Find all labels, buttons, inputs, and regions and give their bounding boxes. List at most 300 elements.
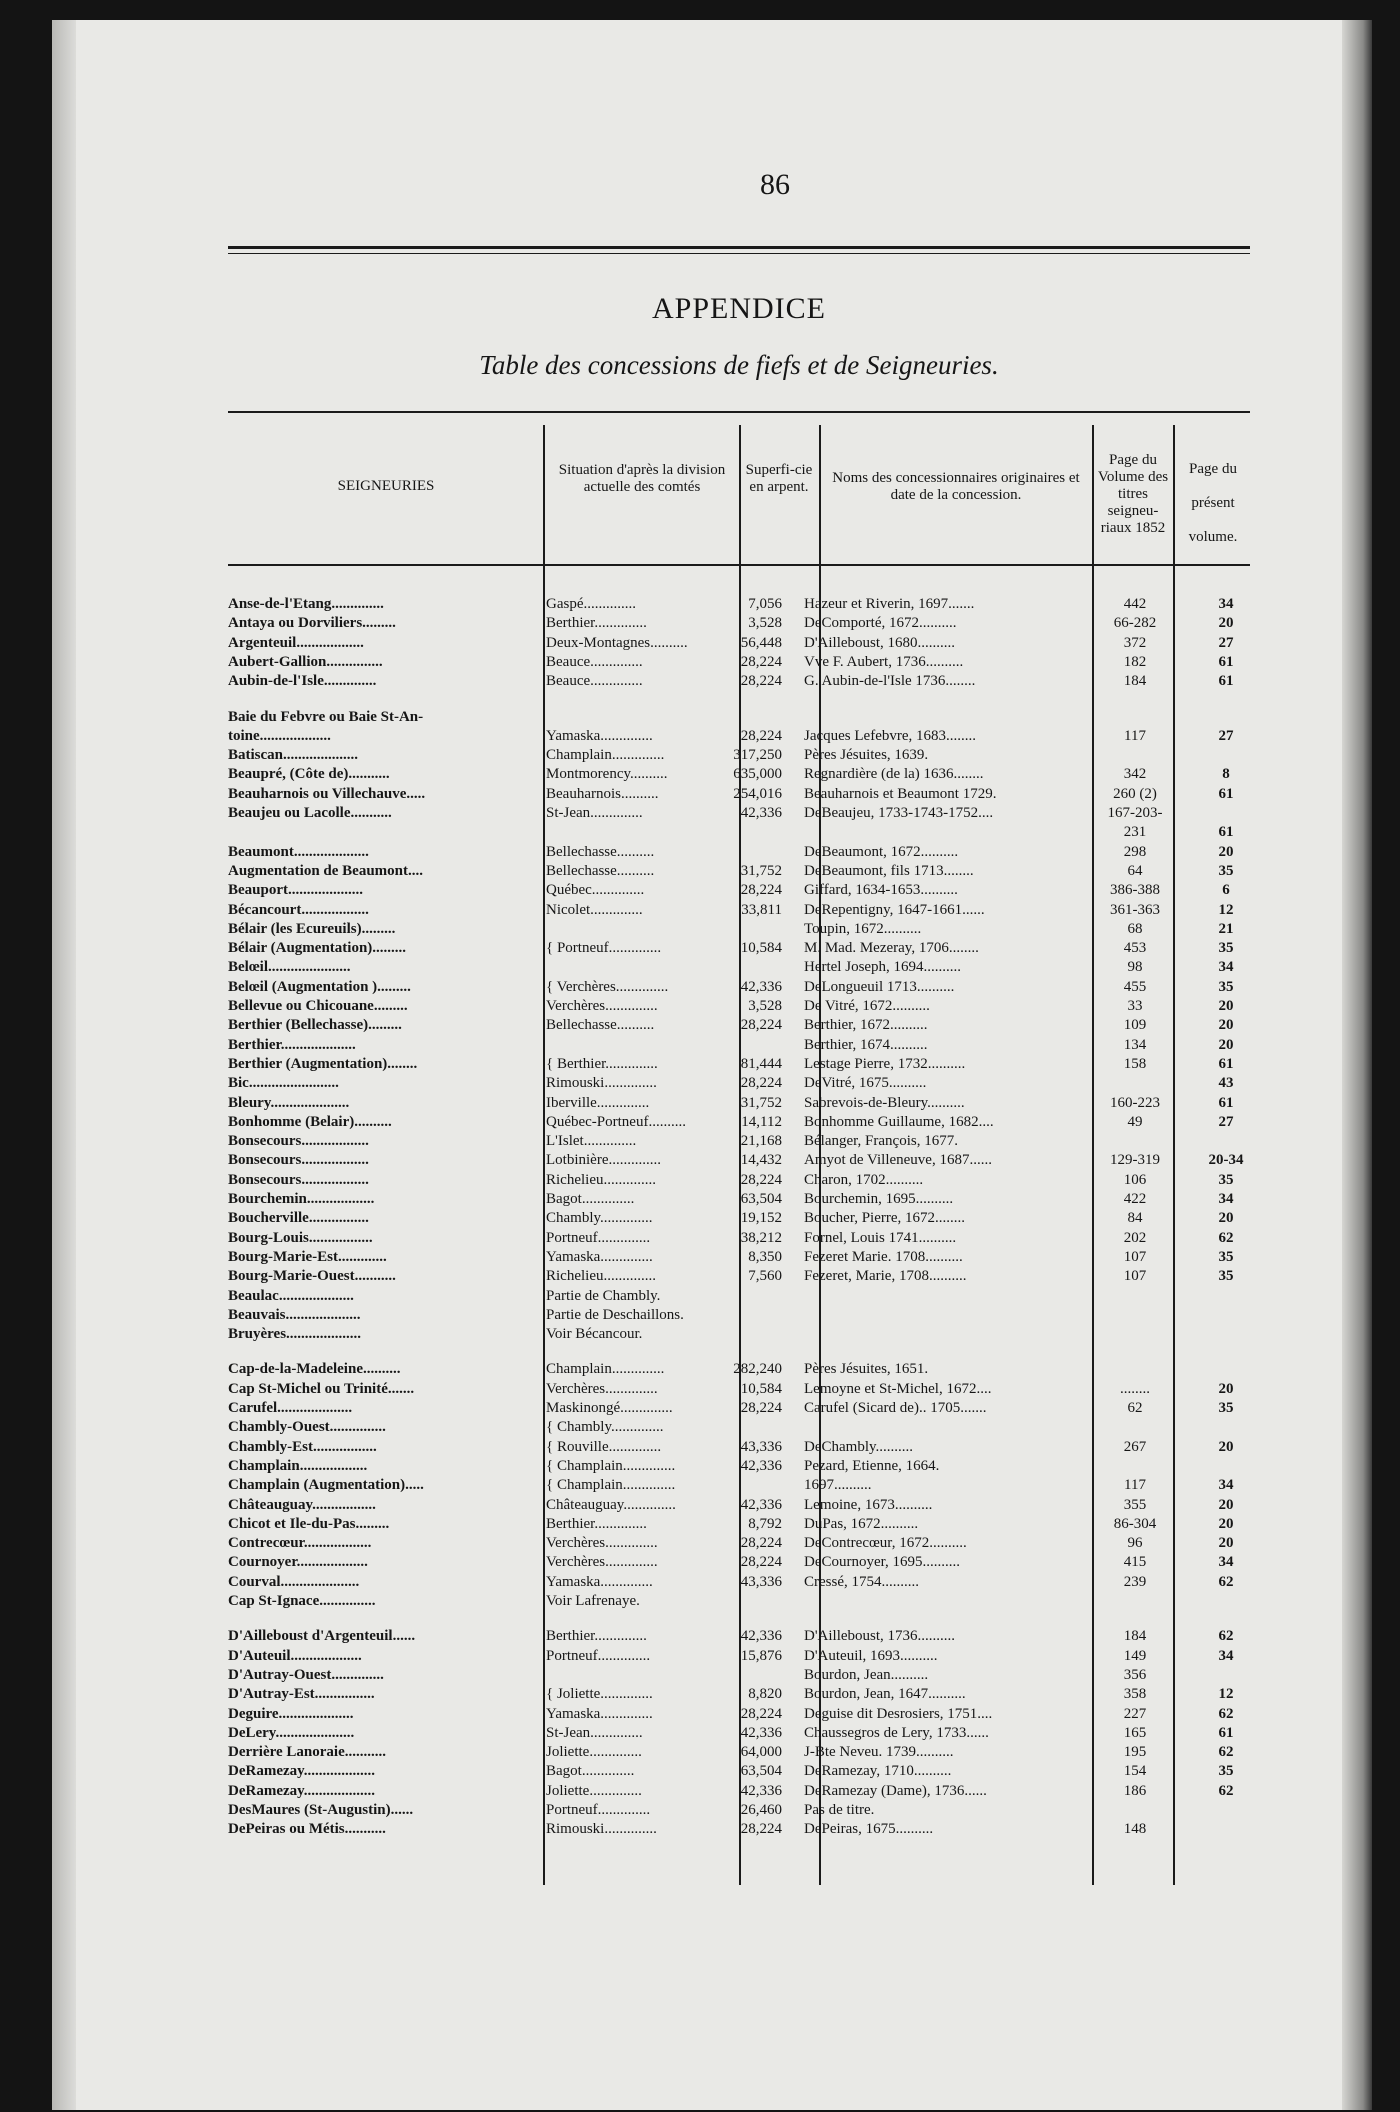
present-page-cell: 20	[1218, 1380, 1234, 1397]
volume-page-cell: 68	[1127, 920, 1143, 937]
table-row	[228, 784, 1250, 804]
present-page-cell: 20	[1218, 1210, 1234, 1227]
volume-page-cell: 117	[1124, 727, 1146, 744]
concessionnaire-cell: D'Auteuil, 1693..........	[804, 1647, 938, 1664]
table-row	[228, 1359, 1250, 1379]
seigneurie-cell: Cap St-Michel ou Trinité.......	[228, 1380, 415, 1397]
volume-page-cell: 106	[1123, 1171, 1147, 1188]
table-subtitle: Table des concessions de fiefs et de Seigneuries.	[479, 350, 999, 380]
situation-cell: Nicolet..............	[546, 901, 643, 918]
present-page-cell: 43	[1218, 1075, 1234, 1092]
concessionnaire-cell: DePeiras, 1675..........	[804, 1821, 934, 1838]
volume-page-cell: 129-319	[1110, 1152, 1160, 1169]
situation-cell: St-Jean..............	[546, 805, 643, 821]
seigneurie-cell: Bourg-Marie-Est.............	[228, 1248, 387, 1265]
table-row	[228, 1305, 1250, 1325]
seigneurie-cell: DesMaures (St-Augustin)......	[228, 1802, 414, 1818]
volume-page-cell: 84	[1127, 1210, 1143, 1227]
superficie-cell: 56,448	[740, 634, 782, 651]
table-row	[228, 613, 1250, 633]
volume-page-cell: 239	[1123, 1573, 1147, 1590]
present-page-cell: 62	[1218, 1705, 1234, 1722]
table-row	[228, 900, 1250, 920]
table-row	[228, 1572, 1250, 1592]
volume-page-cell: 49	[1127, 1113, 1143, 1130]
volume-page-cell: 386-388	[1110, 882, 1160, 899]
concessionnaire-cell: Amyot de Villeneuve, 1687......	[804, 1152, 992, 1169]
present-page-cell: 34	[1218, 596, 1234, 612]
situation-cell: { Joliette..............	[546, 1686, 653, 1703]
superficie-cell: 31,752	[740, 862, 782, 879]
volume-page-cell: 186	[1123, 1782, 1147, 1799]
superficie-cell: 42,336	[740, 805, 782, 821]
situation-cell: Verchères..............	[546, 1535, 658, 1552]
present-page-cell: 35	[1218, 978, 1234, 995]
concessionnaire-cell: Regnardière (de la) 1636........	[804, 766, 984, 783]
table-row	[228, 1266, 1250, 1286]
present-page-cell: 61	[1218, 653, 1234, 670]
situation-cell: Deux-Montagnes..........	[546, 634, 688, 651]
table-row	[228, 1552, 1250, 1572]
concessionnaire-cell: Bélanger, François, 1677.	[804, 1133, 958, 1150]
situation-cell: Bagot..............	[546, 1763, 635, 1780]
table-row	[228, 996, 1250, 1016]
seigneurie-cell: Bourchemin..................	[228, 1191, 375, 1207]
table-row	[228, 1324, 1250, 1344]
concessionnaire-cell: Lemoine, 1673..........	[804, 1496, 933, 1513]
volume-page-cell: 453	[1123, 940, 1147, 957]
present-page-cell: 35	[1218, 1400, 1234, 1416]
situation-cell: Voir Lafrenaye.	[546, 1593, 640, 1609]
concessionnaire-cell: Fezeret, Marie, 1708..........	[804, 1268, 967, 1285]
superficie-cell: 10,584	[740, 940, 782, 957]
volume-page-cell: 358	[1123, 1686, 1147, 1703]
situation-cell: Yamaska..............	[546, 1248, 653, 1265]
concessionnaire-cell: De Vitré, 1672..........	[804, 998, 930, 1014]
page-gutter	[52, 20, 76, 2110]
present-page-cell: 34	[1218, 1191, 1234, 1207]
present-page-cell: 12	[1218, 1686, 1234, 1703]
table-row	[228, 977, 1250, 997]
seigneurie-cell: Beauvais....................	[228, 1306, 361, 1323]
table-row	[228, 861, 1250, 881]
table-row	[228, 1228, 1250, 1248]
superficie-cell: 3,528	[748, 615, 782, 632]
concessionnaire-cell: Pezard, Etienne, 1664.	[804, 1457, 940, 1474]
seigneurie-cell: Bélair (les Ecureuils).........	[228, 920, 396, 937]
seigneurie-cell: D'Ailleboust d'Argenteuil......	[228, 1628, 416, 1645]
concessionnaire-cell: Fornel, Louis 1741..........	[804, 1229, 957, 1246]
present-page-cell: 62	[1218, 1744, 1234, 1761]
table-row	[228, 764, 1250, 784]
volume-page-cell: 64	[1127, 862, 1143, 879]
seigneurie-cell: Berthier (Bellechasse).........	[228, 1017, 402, 1034]
present-page-cell: 20	[1218, 1036, 1234, 1053]
table-row	[228, 822, 1250, 842]
situation-cell: Berthier..............	[546, 1515, 647, 1532]
situation-cell: Châteauguay..............	[546, 1496, 676, 1513]
superficie-cell: 63,504	[740, 1191, 782, 1207]
seigneurie-cell: Aubert-Gallion...............	[228, 653, 383, 670]
header-volume: Page du Volume des titres seigneu-riaux 1852	[1097, 452, 1169, 536]
present-page-cell: 61	[1218, 1055, 1234, 1072]
seigneurie-cell: Chambly-Est.................	[228, 1438, 377, 1455]
seigneurie-cell: Chambly-Ouest...............	[228, 1419, 386, 1436]
concessionnaire-cell: M. Mad. Mezeray, 1706........	[804, 940, 979, 957]
volume-page-cell: 372	[1123, 634, 1147, 651]
concessionnaire-cell: DeLongueuil 1713..........	[804, 978, 955, 995]
table-row	[228, 1054, 1250, 1074]
seigneurie-cell: Belœil (Augmentation ).........	[228, 978, 411, 995]
situation-cell: Berthier..............	[546, 1628, 647, 1645]
concessionnaire-cell: DeRepentigny, 1647-1661......	[804, 901, 985, 918]
seigneurie-cell: Courval.....................	[228, 1573, 360, 1590]
table-row	[228, 1819, 1250, 1839]
seigneurie-cell: Augmentation de Beaumont....	[228, 862, 424, 879]
situation-cell: Beauce..............	[546, 673, 643, 690]
situation-cell: Québec..............	[546, 882, 645, 899]
volume-page-cell: 231	[1123, 824, 1147, 841]
present-page-cell: 27	[1218, 634, 1234, 651]
present-page-cell: 35	[1218, 1248, 1234, 1265]
superficie-cell: 28,224	[740, 727, 782, 744]
seigneurie-cell: toine...................	[228, 727, 331, 744]
seigneurie-cell: DeLery.....................	[228, 1724, 355, 1741]
seigneurie-cell: Beaujeu ou Lacolle...........	[228, 805, 392, 821]
seigneurie-cell: D'Autray-Ouest..............	[228, 1666, 384, 1683]
seigneurie-cell: Argenteuil..................	[228, 634, 364, 651]
concessionnaire-cell: Berthier, 1674..........	[804, 1036, 928, 1053]
situation-cell: Rimouski..............	[546, 1821, 657, 1838]
seigneurie-cell: Champlain (Augmentation).....	[228, 1477, 424, 1494]
superficie-cell: 42,336	[740, 1628, 782, 1645]
seigneurie-cell: Bonsecours..................	[228, 1152, 369, 1169]
concessionnaire-cell: Lestage Pierre, 1732..........	[804, 1055, 966, 1072]
volume-page-cell: 148	[1123, 1821, 1147, 1838]
seigneurie-cell: DeRamezay...................	[228, 1782, 376, 1799]
present-page-cell: 62	[1218, 1782, 1234, 1799]
seigneurie-cell: Antaya ou Dorviliers.........	[228, 615, 396, 632]
concessionnaire-cell: Boucher, Pierre, 1672........	[804, 1210, 966, 1227]
seigneurie-cell: Beaulac....................	[228, 1287, 354, 1304]
superficie-cell: 28,224	[740, 882, 782, 899]
concessionnaire-cell: Cressé, 1754..........	[804, 1573, 919, 1590]
volume-page-cell: 158	[1123, 1055, 1147, 1072]
concessionnaire-cell: 1697..........	[804, 1477, 872, 1494]
situation-cell: Maskinongé..............	[546, 1400, 673, 1416]
concessionnaire-cell: Berthier, 1672..........	[804, 1017, 928, 1034]
superficie-cell: 28,224	[740, 1017, 782, 1034]
superficie-cell: 21,168	[740, 1133, 782, 1150]
seigneurie-cell: Bonhomme (Belair)..........	[228, 1113, 392, 1130]
seigneurie-cell: Bonsecours..................	[228, 1171, 369, 1188]
volume-page-cell: 415	[1123, 1554, 1147, 1571]
situation-cell: Rimouski..............	[546, 1075, 657, 1092]
present-page-cell: 34	[1218, 959, 1234, 976]
volume-page-cell: 422	[1123, 1191, 1147, 1207]
table-row	[228, 1073, 1250, 1093]
situation-cell: { Champlain..............	[546, 1457, 676, 1474]
situation-cell: Bellechasse..........	[546, 843, 655, 860]
present-page-cell: 20	[1218, 1438, 1234, 1455]
volume-page-cell: 117	[1124, 1477, 1146, 1494]
present-page-cell: 35	[1218, 1171, 1234, 1188]
seigneurie-cell: D'Autray-Est................	[228, 1686, 375, 1703]
superficie-cell: 28,224	[740, 1075, 782, 1092]
table-row	[228, 919, 1250, 939]
situation-cell: St-Jean..............	[546, 1724, 643, 1741]
seigneurie-cell: Beauport....................	[228, 882, 363, 899]
superficie-cell: 28,224	[740, 1705, 782, 1722]
seigneurie-cell: Beauharnois ou Villechauve.....	[228, 785, 426, 802]
seigneurie-cell: Bleury.....................	[228, 1094, 350, 1111]
concessionnaire-cell: D'Ailleboust, 1680..........	[804, 634, 956, 651]
seigneurie-cell: Bélair (Augmentation).........	[228, 940, 407, 957]
superficie-cell: 7,560	[748, 1268, 782, 1285]
concessionnaire-cell: DeRamezay (Dame), 1736......	[804, 1782, 987, 1799]
concessionnaire-cell: DuPas, 1672..........	[804, 1515, 919, 1532]
table-row	[228, 1150, 1250, 1170]
situation-cell: Québec-Portneuf..........	[546, 1113, 686, 1130]
concessionnaire-cell: Toupin, 1672..........	[804, 920, 922, 937]
superficie-cell: 31,752	[740, 1094, 782, 1111]
situation-cell: Bellechasse..........	[546, 1017, 655, 1034]
superficie-cell: 43,336	[740, 1573, 782, 1590]
superficie-cell: 282,240	[733, 1361, 782, 1378]
concessionnaire-cell: Charon, 1702..........	[804, 1171, 924, 1188]
table-row	[228, 803, 1250, 823]
volume-page-cell: 167-203-	[1107, 805, 1163, 821]
volume-page-cell: 149	[1123, 1647, 1147, 1664]
seigneurie-cell: Bécancourt..................	[228, 901, 369, 918]
concessionnaire-cell: Carufel (Sicard de).. 1705.......	[804, 1400, 987, 1416]
volume-page-cell: 160-223	[1110, 1094, 1160, 1111]
seigneurie-cell: Boucherville................	[228, 1210, 369, 1227]
superficie-cell: 28,224	[740, 653, 782, 670]
situation-cell: Partie de Deschaillons.	[546, 1306, 684, 1323]
concessionnaire-cell: DeBeaumont, fils 1713........	[804, 862, 974, 879]
situation-cell: Portneuf..............	[546, 1802, 651, 1818]
superficie-cell: 14,112	[741, 1113, 782, 1130]
present-page-cell: 34	[1218, 1477, 1234, 1494]
present-page-cell: 20	[1218, 615, 1234, 632]
superficie-cell: 42,336	[740, 1782, 782, 1799]
present-page-cell: 6	[1222, 882, 1230, 899]
superficie-cell: 28,224	[740, 1554, 782, 1571]
situation-cell: Richelieu..............	[546, 1268, 656, 1285]
volume-page-cell: 195	[1123, 1744, 1147, 1761]
concessionnaire-cell: DeContrecœur, 1672..........	[804, 1535, 967, 1552]
seigneurie-cell: Champlain..................	[228, 1457, 368, 1474]
superficie-cell: 42,336	[740, 1457, 782, 1474]
seigneurie-cell: Deguire....................	[228, 1705, 354, 1722]
seigneurie-cell: Bourg-Louis.................	[228, 1229, 373, 1246]
volume-page-cell: 154	[1123, 1763, 1147, 1780]
header-present: Page du présent volume.	[1188, 461, 1238, 545]
table-row	[228, 1591, 1250, 1611]
concessionnaire-cell: DeBeaumont, 1672..........	[804, 843, 959, 860]
table-row	[228, 842, 1250, 862]
concessionnaire-cell: DeBeaujeu, 1733-1743-1752....	[804, 805, 994, 821]
present-page-cell: 27	[1218, 1113, 1234, 1130]
present-page-cell: 34	[1218, 1554, 1234, 1571]
table-row	[228, 1189, 1250, 1209]
present-page-cell: 61	[1218, 673, 1234, 690]
volume-page-cell: 184	[1123, 673, 1147, 690]
superficie-cell: 8,820	[748, 1686, 782, 1703]
table-row	[228, 1475, 1250, 1495]
concessionnaire-cell: Vve F. Aubert, 1736..........	[804, 653, 964, 670]
table-row	[228, 633, 1250, 653]
header-situation: Situation d'après la division actuelle des comtés	[558, 462, 726, 495]
situation-cell: Bagot..............	[546, 1191, 635, 1207]
table-row	[228, 1742, 1250, 1762]
concessionnaire-cell: G. Aubin-de-l'Isle 1736........	[804, 673, 976, 690]
superficie-cell: 635,000	[733, 766, 782, 783]
present-page-cell: 20	[1218, 1535, 1234, 1552]
situation-cell: Joliette..............	[546, 1782, 642, 1799]
concessionnaire-cell: DeRamezay, 1710..........	[804, 1763, 952, 1780]
concessionnaire-cell: DeChambly..........	[804, 1438, 914, 1455]
table-row	[228, 594, 1250, 614]
situation-cell: Lotbinière..............	[546, 1152, 661, 1169]
situation-cell: { Chambly..............	[546, 1419, 664, 1436]
superficie-cell: 64,000	[740, 1744, 782, 1761]
superficie-cell: 7,056	[748, 596, 782, 612]
table-row	[228, 1665, 1250, 1685]
present-page-cell: 62	[1218, 1573, 1234, 1590]
superficie-cell: 81,444	[740, 1055, 782, 1072]
volume-page-cell: 267	[1123, 1438, 1147, 1455]
page-title: APPENDICE	[651, 292, 826, 325]
present-page-cell: 61	[1218, 824, 1234, 841]
situation-cell: Richelieu..............	[546, 1171, 656, 1188]
situation-cell: Yamaska..............	[546, 1573, 653, 1590]
concessionnaire-cell: DeCournoyer, 1695..........	[804, 1554, 961, 1571]
present-page-cell: 20	[1218, 843, 1234, 860]
table-row	[228, 726, 1250, 746]
superficie-cell: 14,432	[740, 1152, 782, 1169]
top-rule	[228, 246, 1250, 249]
present-page-cell: 8	[1222, 766, 1230, 783]
superficie-cell: 28,224	[740, 1171, 782, 1188]
volume-page-cell: 361-363	[1110, 901, 1160, 918]
seigneurie-cell: DePeiras ou Métis...........	[228, 1821, 386, 1838]
concessionnaire-cell: Bourchemin, 1695..........	[804, 1191, 954, 1207]
situation-cell: Portneuf..............	[546, 1647, 651, 1664]
superficie-cell: 8,792	[748, 1515, 782, 1532]
table-row	[228, 1495, 1250, 1515]
volume-page-cell: 33	[1127, 998, 1143, 1014]
situation-cell: Verchères..............	[546, 1380, 658, 1397]
table-row	[228, 957, 1250, 977]
present-page-cell: 62	[1218, 1229, 1234, 1246]
superficie-cell: 19,152	[740, 1210, 782, 1227]
table-row	[228, 1015, 1250, 1035]
present-page-cell: 62	[1218, 1628, 1234, 1645]
present-page-cell: 61	[1218, 1724, 1234, 1741]
situation-cell: Yamaska..............	[546, 1705, 653, 1722]
concessionnaire-cell: D'Ailleboust, 1736..........	[804, 1628, 956, 1645]
concessionnaire-cell: Bonhomme Guillaume, 1682....	[804, 1113, 994, 1130]
header-seigneuries: SEIGNEURIES	[337, 478, 435, 494]
volume-page-cell: ........	[1120, 1380, 1150, 1397]
table-row	[228, 1093, 1250, 1113]
present-page-cell: 20	[1218, 998, 1234, 1014]
table-row	[228, 1379, 1250, 1399]
page-edge	[1342, 20, 1372, 2110]
seigneurie-cell: DeRamezay...................	[228, 1763, 376, 1780]
volume-page-cell: 96	[1127, 1535, 1143, 1552]
situation-cell: { Rouville..............	[546, 1438, 662, 1455]
present-page-cell: 21	[1218, 920, 1234, 937]
superficie-cell: 10,584	[740, 1380, 782, 1397]
table-row	[228, 1247, 1250, 1267]
seigneurie-cell: D'Auteuil...................	[228, 1647, 362, 1664]
table-row	[228, 1533, 1250, 1553]
seigneurie-cell: Berthier (Augmentation)........	[228, 1055, 418, 1072]
concessionnaire-cell: Hertel Joseph, 1694..........	[804, 959, 962, 976]
superficie-cell: 42,336	[740, 978, 782, 995]
volume-page-cell: 342	[1123, 766, 1147, 783]
volume-page-cell: 182	[1123, 653, 1147, 670]
table-row	[228, 671, 1250, 691]
table-row	[228, 1626, 1250, 1646]
seigneurie-cell: Anse-de-l'Etang..............	[228, 596, 384, 612]
situation-cell: Chambly..............	[546, 1210, 653, 1227]
table-row	[228, 1704, 1250, 1724]
situation-cell: Voir Bécancour.	[546, 1326, 643, 1343]
present-page-cell: 20	[1218, 1496, 1234, 1513]
superficie-cell: 42,336	[740, 1724, 782, 1741]
concessionnaire-cell: Pas de titre.	[804, 1802, 875, 1818]
present-page-cell: 27	[1218, 727, 1234, 744]
situation-cell: Champlain..............	[546, 747, 665, 764]
seigneurie-cell: Cap St-Ignace...............	[228, 1593, 376, 1609]
situation-cell: Gaspé..............	[546, 596, 636, 612]
situation-cell: Iberville..............	[546, 1094, 650, 1111]
situation-cell: Verchères..............	[546, 1554, 658, 1571]
seigneurie-cell: Aubin-de-l'Isle..............	[228, 673, 377, 690]
concessionnaire-cell: DeVitré, 1675..........	[804, 1075, 927, 1092]
header-noms: Noms des concessionnaires originaires et date de la concession.	[832, 470, 1080, 503]
situation-cell: Montmorency..........	[546, 766, 668, 783]
seigneurie-cell: Belœil......................	[228, 959, 351, 976]
volume-page-cell: 227	[1123, 1705, 1147, 1722]
concessionnaire-cell: Lemoyne et St-Michel, 1672....	[804, 1380, 992, 1397]
present-page-cell: 61	[1218, 785, 1234, 802]
volume-page-cell: 66-282	[1113, 615, 1157, 632]
concessionnaire-cell: Bourdon, Jean, 1647..........	[804, 1686, 966, 1703]
seigneurie-cell: Berthier....................	[228, 1036, 356, 1053]
table-row	[228, 1170, 1250, 1190]
superficie-cell: 15,876	[740, 1647, 782, 1664]
present-page-cell: 20-34	[1208, 1152, 1244, 1169]
superficie-cell: 28,224	[740, 1535, 782, 1552]
table-row	[228, 1437, 1250, 1457]
table-row	[228, 938, 1250, 958]
superficie-cell: 38,212	[740, 1229, 782, 1246]
seigneurie-cell: Bourg-Marie-Ouest...........	[228, 1268, 396, 1285]
seigneurie-cell: Carufel....................	[228, 1400, 353, 1416]
seigneurie-cell: Bic........................	[228, 1075, 339, 1092]
table-row	[228, 652, 1250, 672]
superficie-cell: 254,016	[733, 785, 782, 802]
present-page-cell: 35	[1218, 940, 1234, 957]
seigneurie-cell: Batiscan....................	[228, 747, 359, 764]
volume-page-cell: 298	[1123, 843, 1147, 860]
concessionnaire-cell: DeComporté, 1672..........	[804, 615, 957, 632]
